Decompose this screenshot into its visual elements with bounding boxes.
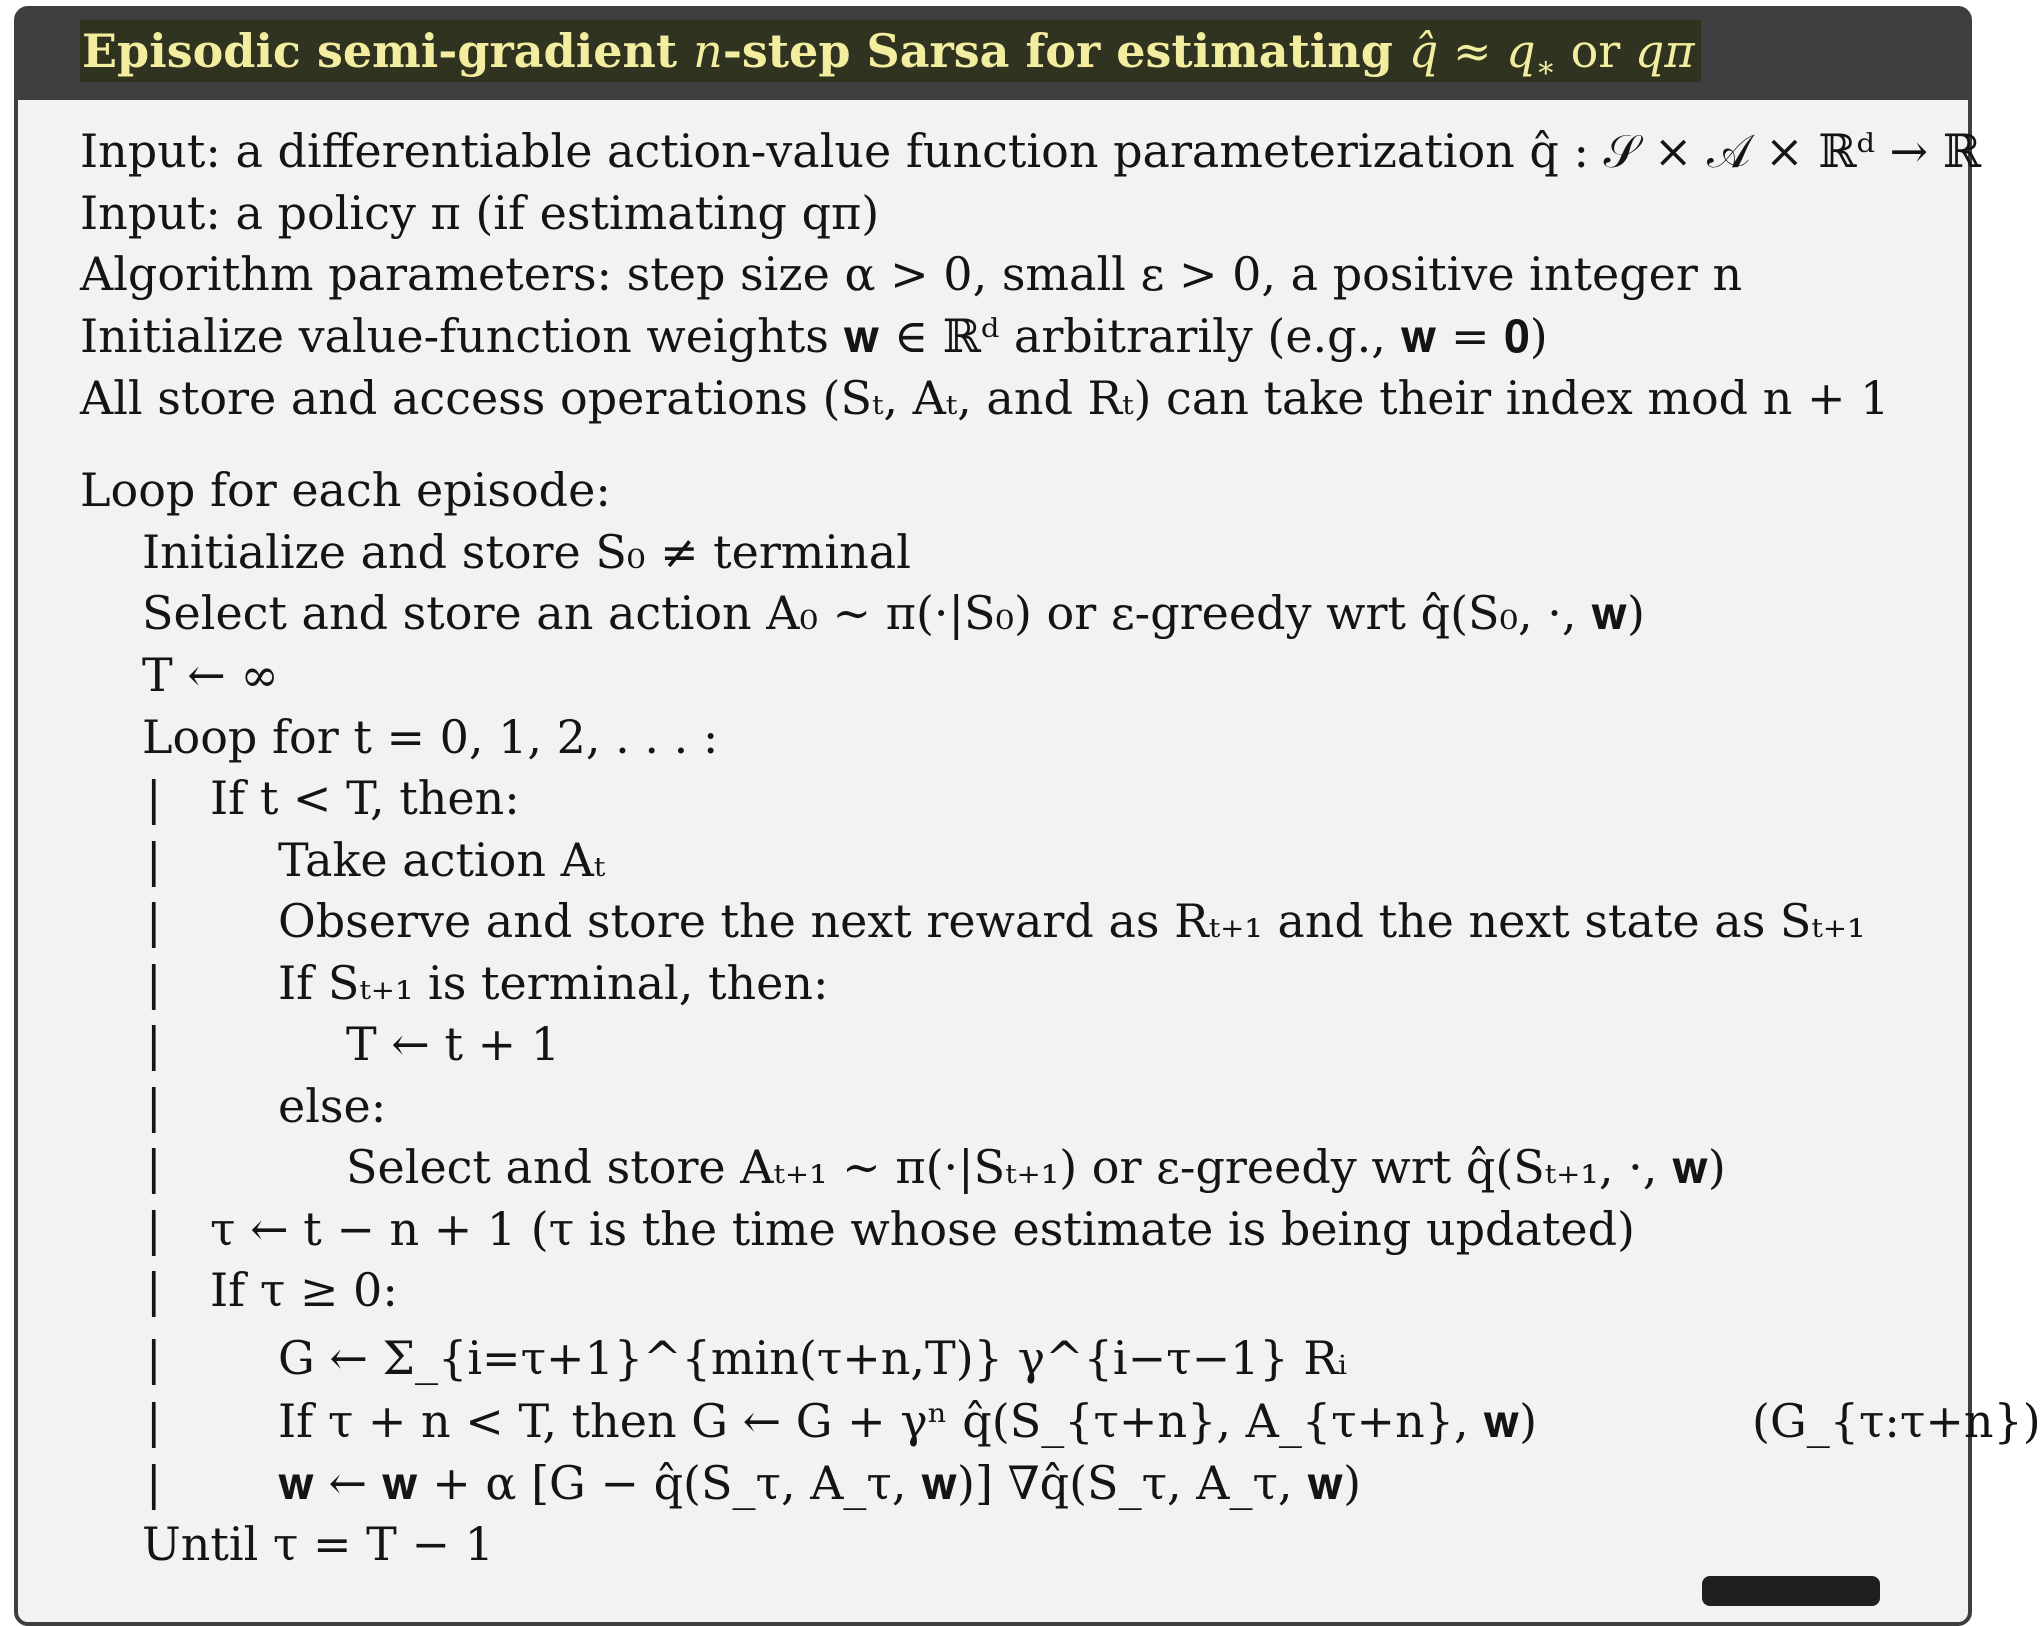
title-star: ∗ xyxy=(1535,50,1556,86)
algo-line-until: Until τ = T − 1 xyxy=(142,1517,494,1571)
algo-line-take-action: Take action Aₜ xyxy=(278,833,606,887)
algorithm-title xyxy=(80,20,1701,86)
loop-bar: | xyxy=(146,1331,162,1385)
loop-bar: | xyxy=(146,1140,162,1194)
algo-line-T-assign: T ← t + 1 xyxy=(346,1017,561,1071)
algo-line-if-terminal: If Sₜ₊₁ is terminal, then: xyxy=(278,956,829,1010)
loop-bar: | xyxy=(146,771,162,825)
algo-line-t-inf: T ← ∞ xyxy=(142,648,279,702)
loop-bar: | xyxy=(146,894,162,948)
title-n: n xyxy=(693,24,723,78)
bottom-tab-decoration xyxy=(1702,1576,1880,1606)
algo-line-init-s0: Initialize and store S₀ ≠ terminal xyxy=(142,525,911,579)
input-line-2: Input: a policy π (if estimating qπ) xyxy=(80,186,880,240)
algo-line-loop-episode: Loop for each episode: xyxy=(80,463,611,517)
algo-line-select-next: Select and store Aₜ₊₁ ∼ π(·|Sₜ₊₁) or ε-greedy wrt q̂(Sₜ₊₁, ·, 𝐰) xyxy=(346,1140,1726,1194)
algo-line-w-update: 𝐰 ← 𝐰 + α [G − q̂(S_τ, A_τ, 𝐰)] ∇q̂(S_τ, A_τ, 𝐰) xyxy=(278,1456,1362,1510)
algo-line-observe: Observe and store the next reward as Rₜ₊₁ and the next state as Sₜ₊₁ xyxy=(278,894,1866,948)
algo-line-if-tau: If τ ≥ 0: xyxy=(210,1263,398,1317)
algo-line-G-sum: G ← Σ_{i=τ+1}^{min(τ+n,T)} γ^{i−τ−1} Rᵢ xyxy=(278,1331,1348,1385)
algo-line-else: else: xyxy=(278,1079,387,1133)
title-math: q̂ ≈ q xyxy=(1408,24,1536,78)
loop-bar: | xyxy=(146,1202,162,1256)
title-part-1: Episodic semi-gradient xyxy=(82,24,694,78)
loop-bar: | xyxy=(146,1263,162,1317)
loop-bar: | xyxy=(146,833,162,887)
input-line-1: Input: a differentiable action-value function parameterization q̂ : 𝒮 × 𝒜 × ℝᵈ → ℝ xyxy=(80,124,1981,178)
title-or: or xyxy=(1555,24,1635,78)
loop-bar: | xyxy=(146,1017,162,1071)
algo-line-select-a0: Select and store an action A₀ ∼ π(·|S₀) or ε-greedy wrt q̂(S₀, ·, 𝐰) xyxy=(142,586,1645,640)
algorithm-header xyxy=(18,10,1968,100)
input-line-3: Algorithm parameters: step size α > 0, small ε > 0, a positive integer n xyxy=(80,247,1743,301)
title-qpi: qπ xyxy=(1634,24,1695,78)
algo-line-loop-t: Loop for t = 0, 1, 2, . . . : xyxy=(142,710,719,764)
input-line-4: Initialize value-function weights 𝐰 ∈ ℝᵈ arbitrarily (e.g., 𝐰 = 𝟎) xyxy=(80,309,1548,363)
loop-bar: | xyxy=(146,1079,162,1133)
input-line-5: All store and access operations (Sₜ, Aₜ, and Rₜ) can take their index mod n + 1 xyxy=(80,371,1890,425)
loop-bar: | xyxy=(146,1394,162,1448)
title-part-2: -step Sarsa for estimating xyxy=(722,24,1409,78)
equation-label: (G_{τ:τ+n}) xyxy=(1752,1394,2041,1448)
algo-line-tau-assign: τ ← t − n + 1 (τ is the time whose estimate is being updated) xyxy=(210,1202,1635,1256)
algo-line-if-t-lt-T: If t < T, then: xyxy=(210,771,520,825)
loop-bar: | xyxy=(146,956,162,1010)
algo-line-G-bootstrap: If τ + n < T, then G ← G + γⁿ q̂(S_{τ+n}, A_{τ+n}, 𝐰) xyxy=(278,1394,1538,1448)
loop-bar: | xyxy=(146,1456,162,1510)
